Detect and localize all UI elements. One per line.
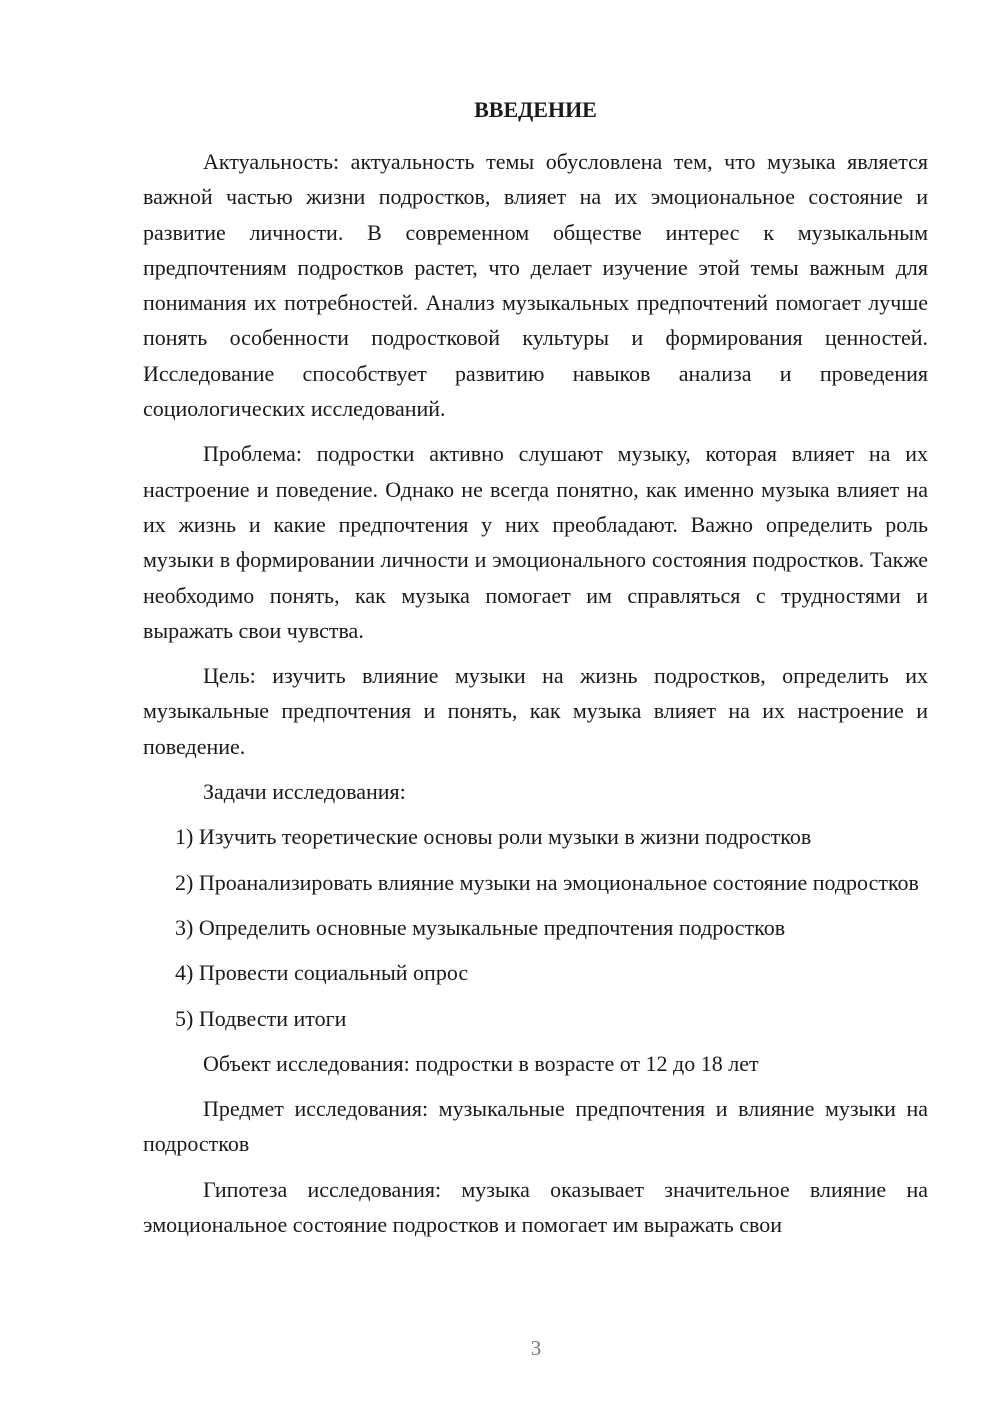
relevance-paragraph: Актуальность: актуальность темы обусловлена тем, что музыка является важной частью жизни подростков, влияет на их эмоциональное состояние и развитие личности. В современном обществе интерес к музыкальным предпочтениям подростков растет, что делает изучение этой темы важным для понимания их потребностей. Анализ музыкальных предпочтений помогает лучше понять особенности подростковой культуры и формирования ценностей. Исследование способствует развитию навыков анализа и проведения социологических исследований. [143,149,928,422]
object-paragraph: Объект исследования: подростки в возрасте от 12 до 18 лет [203,1050,759,1076]
goal-paragraph: Цель: изучить влияние музыки на жизнь подростков, определить их музыкальные предпочтения и понять, как музыка влияет на их настроение и поведение. [143,663,928,759]
tasks-heading: Задачи исследования: [203,779,406,805]
section-title: ВВЕДЕНИЕ [474,97,597,122]
subject-paragraph: Предмет исследования: музыкальные предпочтения и влияние музыки на подростков [143,1096,928,1157]
task-item: 1) Изучить теоретические основы роли музыки в жизни подростков [175,824,812,850]
task-item: 3) Определить основные музыкальные предпочтения подростков [175,914,786,940]
page-number: 3 [530,1336,542,1360]
task-item: 2) Проанализировать влияние музыки на эмоциональное состояние подростков [175,869,919,895]
document-page [143,94,928,1242]
task-item: 4) Провести социальный опрос [175,960,469,986]
problem-paragraph: Проблема: подростки активно слушают музыку, которая влияет на их настроение и поведение. Однако не всегда понятно, как именно музыка влияет на их жизнь и какие предпочтения у них преобладают. Важно определить роль музыки в формировании личности и эмоционального состояния подростков. Также необходимо понять, как музыка помогает им справляться с трудностями и выражать свои чувства. [143,441,928,643]
task-item: 5) Подвести итоги [175,1005,347,1031]
hypothesis-paragraph: Гипотеза исследования: музыка оказывает значительное влияние на эмоциональное состояние подростков и помогает им выражать свои [143,1176,928,1238]
